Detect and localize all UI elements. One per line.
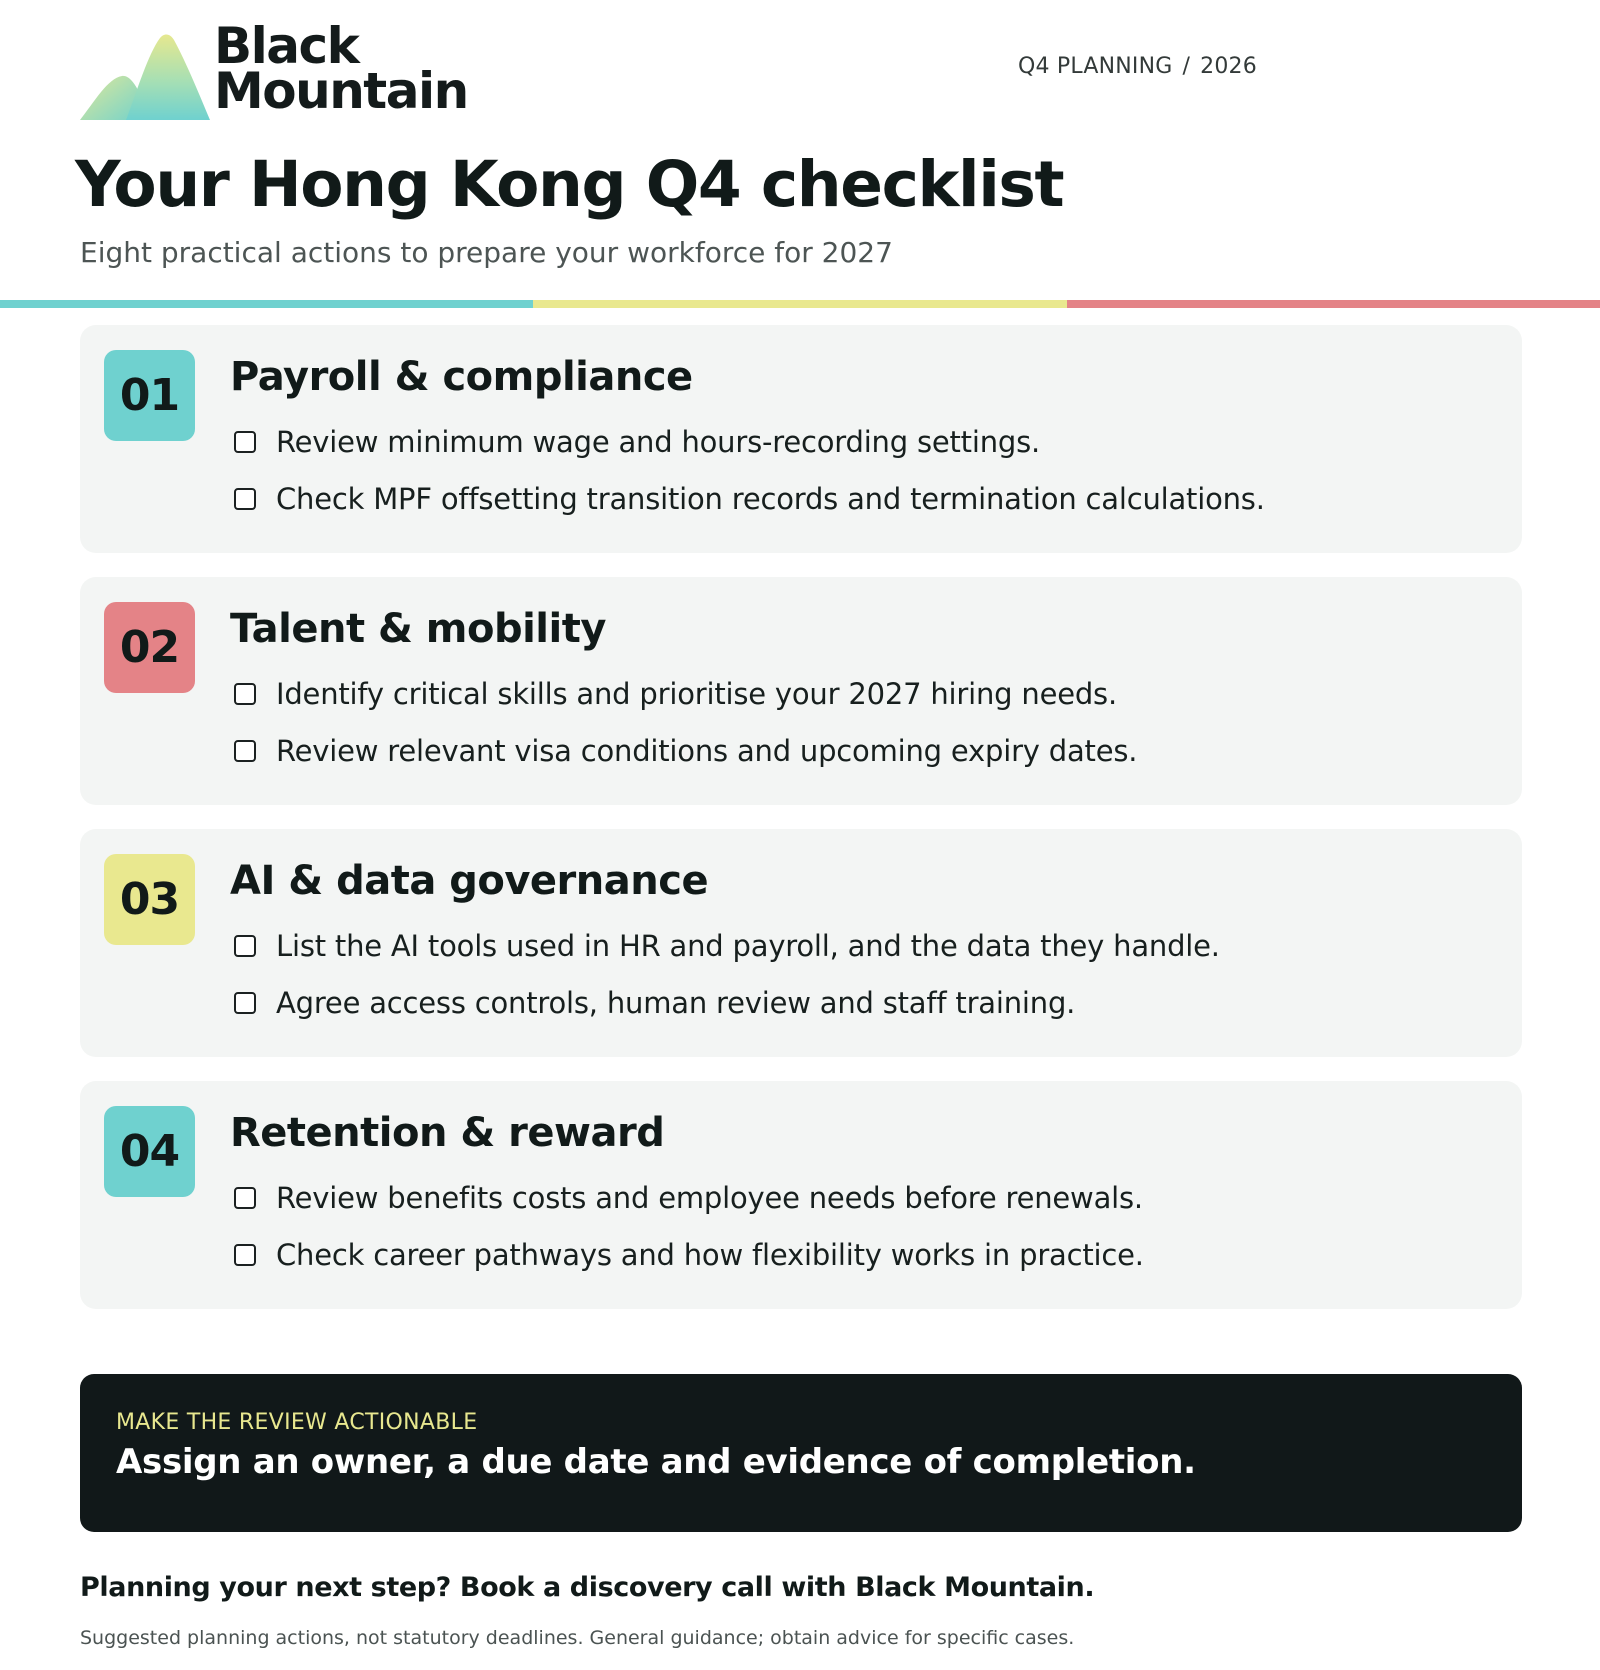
- mountain-logo-icon: [78, 30, 212, 122]
- checklist-item[interactable]: [230, 1235, 1144, 1275]
- checkbox[interactable]: [234, 1244, 256, 1266]
- checkbox[interactable]: [234, 683, 256, 705]
- checklist-item[interactable]: [230, 479, 1265, 519]
- checklist-item-label: Check MPF offsetting transition records and termination calculations.: [276, 482, 1265, 516]
- color-rule: [0, 300, 1600, 308]
- checklist-item-label: Check career pathways and how flexibility works in practice.: [276, 1238, 1144, 1272]
- checklist-item-label: Agree access controls, human review and staff training.: [276, 986, 1076, 1020]
- doc-tag-separator: /: [1182, 54, 1191, 79]
- checklist-item[interactable]: [230, 422, 1040, 462]
- callout-panel: [80, 1374, 1522, 1532]
- section-number-badge: 01: [104, 350, 195, 441]
- checkbox[interactable]: [234, 1187, 256, 1209]
- checkbox[interactable]: [234, 488, 256, 510]
- brand-wordmark: [214, 17, 468, 120]
- checkbox[interactable]: [234, 431, 256, 453]
- section-title: Retention & reward: [230, 1110, 665, 1156]
- callout-text: Assign an owner, a due date and evidence of completion.: [116, 1442, 1196, 1482]
- doc-tag-year: 2026: [1200, 54, 1257, 79]
- rule-segment-teal: [0, 300, 533, 308]
- brand-name-line2: Mountain: [214, 62, 468, 120]
- section-number-badge: 03: [104, 854, 195, 945]
- section-card-payroll: [80, 325, 1522, 553]
- checkbox[interactable]: [234, 992, 256, 1014]
- rule-segment-coral: [1067, 300, 1600, 308]
- checklist-item-label: List the AI tools used in HR and payroll, and the data they handle.: [276, 929, 1220, 963]
- checklist-item-label: Identify critical skills and prioritise your 2027 hiring needs.: [276, 677, 1117, 711]
- document-tag: [1018, 54, 1257, 79]
- checklist-item[interactable]: [230, 1178, 1143, 1218]
- checklist-item-label: Review minimum wage and hours-recording settings.: [276, 425, 1041, 459]
- checklist-item[interactable]: [230, 674, 1117, 714]
- section-card-ai: [80, 829, 1522, 1057]
- section-card-retention: [80, 1081, 1522, 1309]
- rule-segment-yellow: [533, 300, 1066, 308]
- doc-tag-label: Q4 PLANNING: [1018, 54, 1173, 79]
- callout-kicker: MAKE THE REVIEW ACTIONABLE: [116, 1410, 478, 1435]
- checklist-item[interactable]: [230, 926, 1220, 966]
- page-subtitle: Eight practical actions to prepare your workforce for 2027: [80, 236, 893, 269]
- section-title: Talent & mobility: [230, 606, 606, 652]
- section-number-badge: 02: [104, 602, 195, 693]
- checklist-item-label: Review benefits costs and employee needs before renewals.: [276, 1181, 1143, 1215]
- section-title: Payroll & compliance: [230, 354, 693, 400]
- checklist-item[interactable]: [230, 983, 1075, 1023]
- checklist-item-label: Review relevant visa conditions and upcoming expiry dates.: [276, 734, 1138, 768]
- section-number-badge: 04: [104, 1106, 195, 1197]
- disclaimer: Suggested planning actions, not statutory deadlines. General guidance; obtain advice for specific cases.: [80, 1627, 1075, 1649]
- section-title: AI & data governance: [230, 858, 709, 904]
- section-card-talent: [80, 577, 1522, 805]
- checklist-item[interactable]: [230, 731, 1137, 771]
- checkbox[interactable]: [234, 740, 256, 762]
- page-title: Your Hong Kong Q4 checklist: [75, 148, 1064, 221]
- brand-name-line1: Black: [214, 17, 359, 75]
- checkbox[interactable]: [234, 935, 256, 957]
- brand-logo: [78, 17, 468, 122]
- closing-call-to-action: Planning your next step? Book a discovery call with Black Mountain.: [80, 1572, 1095, 1603]
